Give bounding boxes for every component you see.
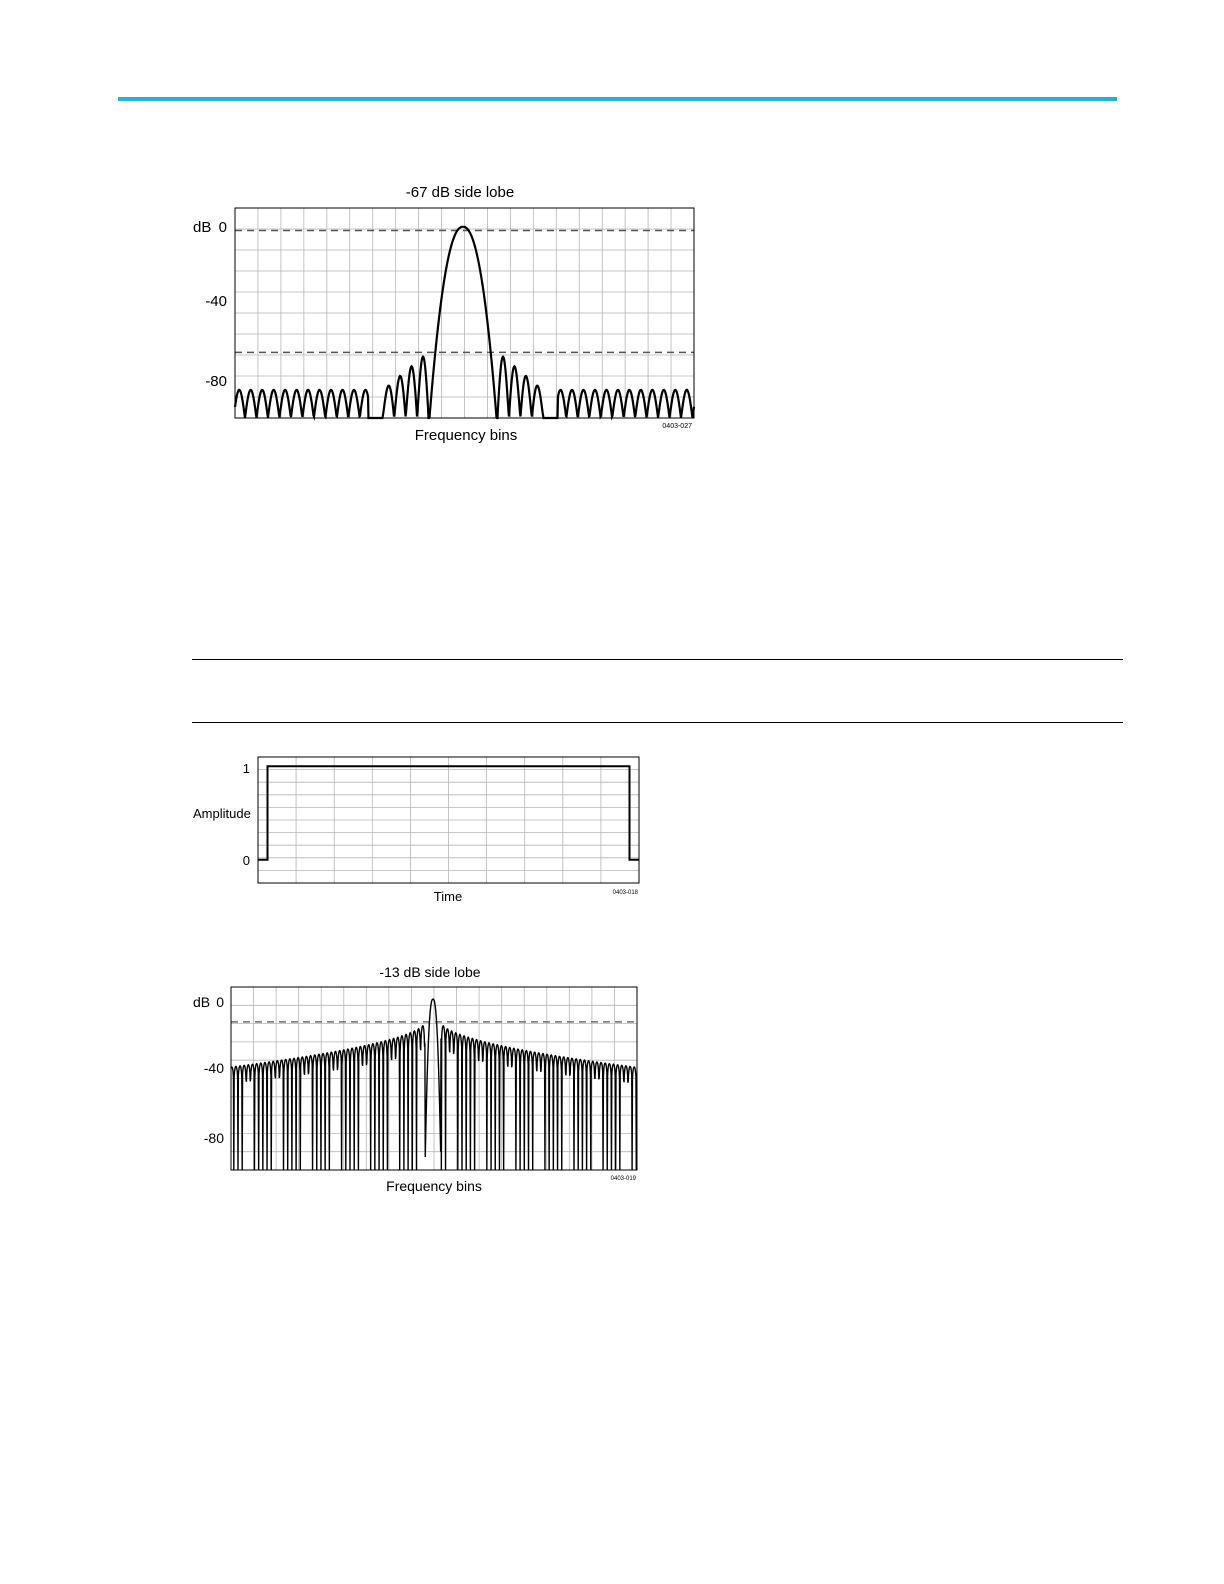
chart2-y-tick-1: 1 [242,761,250,776]
chart1-title: -67 dB side lobe [405,184,515,201]
chart3-y-tick-minus80: -80 [203,1130,224,1146]
chart1-y-axis-label: dB [193,219,212,236]
chart3-title: -13 dB side lobe [379,964,481,980]
chart3-x-axis-label: Frequency bins [386,1178,482,1194]
chart2-y-axis-label: Amplitude [193,806,251,821]
chart2-figure-code: 0403-018 [612,890,638,896]
chart1-x-axis-label: Frequency bins [414,427,518,444]
chart1-y-tick-0: 0 [218,219,227,236]
chart2-x-axis-label: Time [433,889,463,904]
chart2-grid [258,757,639,883]
chart-blackman-harris-spectrum [193,184,694,444]
chart3-y-tick-minus40: -40 [203,1060,224,1076]
chart3-y-tick-0: 0 [216,994,224,1010]
chart3-figure-code: 0403-019 [610,1176,636,1182]
chart2-y-tick-0: 0 [242,853,250,868]
chart3-y-axis-label: dB [193,994,211,1010]
chart1-figure-code: 0403-027 [662,423,692,430]
chart1-grid [235,208,694,418]
chart-rectangular-window-time [193,757,639,904]
chart1-y-tick-minus80: -80 [205,373,227,390]
chart-rectangular-window-spectrum [193,964,637,1194]
chart1-y-tick-minus40: -40 [205,293,227,310]
